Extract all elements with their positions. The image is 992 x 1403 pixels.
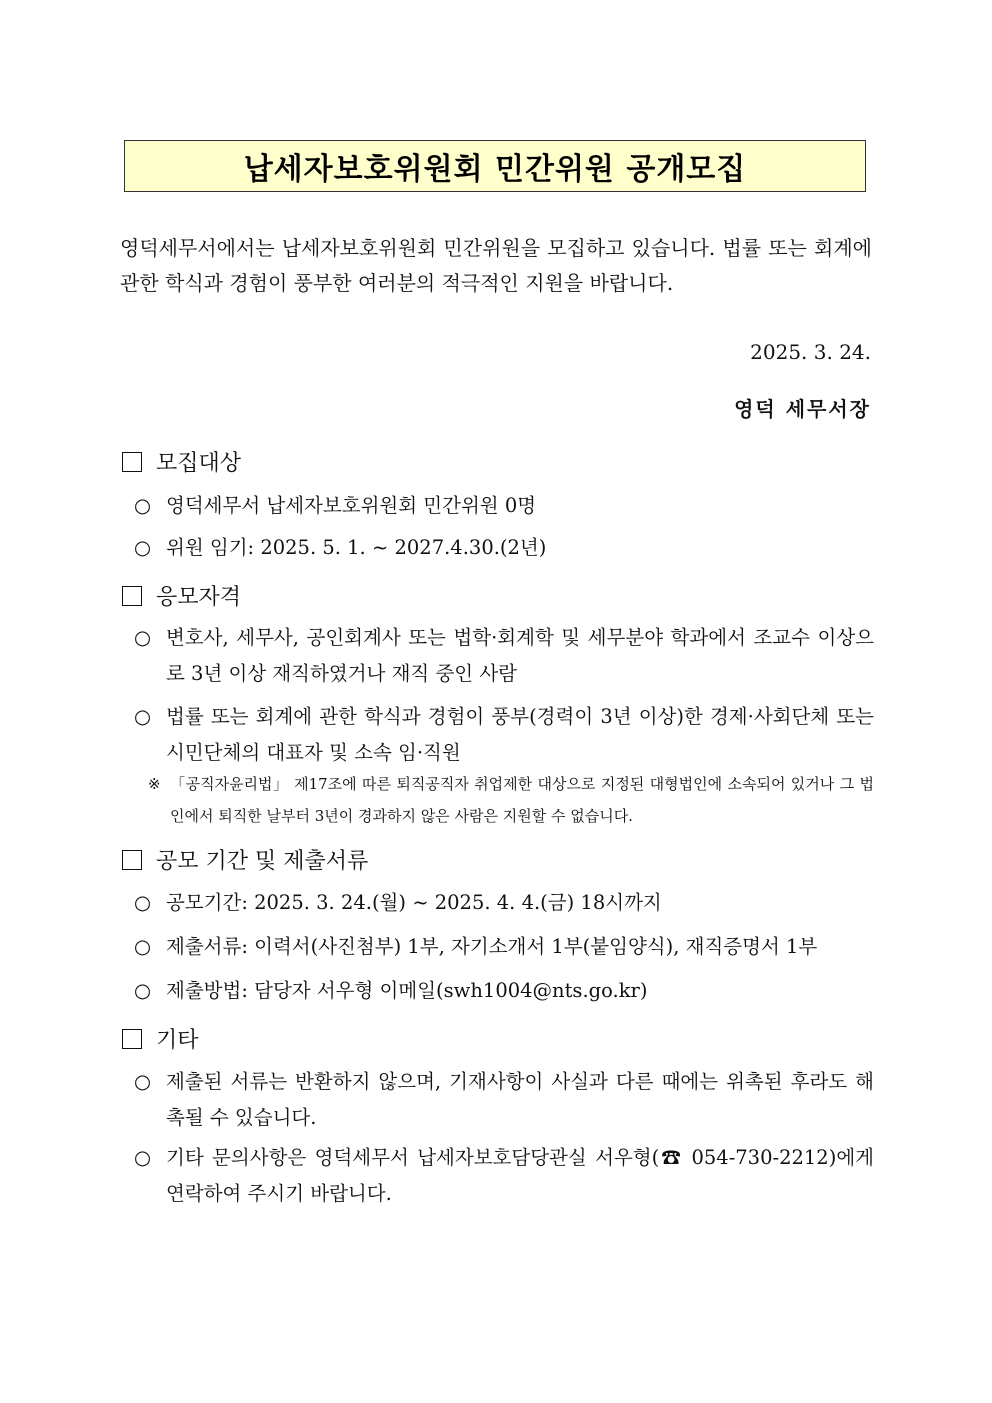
list-item-text: 제출방법: 담당자 서우형 이메일(swh1004@nts.go.kr): [166, 979, 648, 1002]
list-item: [134, 488, 874, 524]
circle-bullet-icon: ○: [134, 1070, 152, 1093]
reference-mark-icon: ※: [148, 775, 161, 793]
list-item: [134, 530, 874, 566]
list-item-text: 위원 임기: 2025. 5. 1. ~ 2027.4.30.(2년): [166, 536, 547, 559]
list-item: [134, 620, 874, 692]
section-title: 모집대상: [156, 451, 242, 476]
list-item: [134, 929, 874, 965]
note-text: 「공직자윤리법」 제17조에 따른 퇴직공직자 취업제한 대상으로 지정된 대형법인에 소속되어 있거나 그 법인에서 퇴직한 날부터 3년이 경과하지 않은 사람은 지원할 수 없습니다.: [170, 775, 874, 825]
list-item-text: 기타 문의사항은 영덕세무서 납세자보호담당관실 서우형(☎ 054-730-2212)에게 연락하여 주시기 바랍니다.: [166, 1146, 874, 1205]
intro-paragraph: 영덕세무서에서는 납세자보호위원회 민간위원을 모집하고 있습니다. 법률 또는 회계에 관한 학식과 경험이 풍부한 여러분의 적극적인 지원을 바랍니다.: [120, 236, 872, 295]
section-heading-qualifications: [122, 580, 241, 611]
eligibility-note: [148, 768, 874, 832]
section-heading-period-documents: [122, 844, 368, 875]
issuing-office: 영덕 세무서장: [734, 397, 871, 421]
circle-bullet-icon: ○: [134, 626, 152, 649]
list-item-text: 변호사, 세무사, 공인회계사 또는 법학·회계학 및 세무분야 학과에서 조교수 이상으로 3년 이상 재직하였거나 재직 중인 사람: [166, 626, 874, 685]
circle-bullet-icon: ○: [134, 1146, 152, 1169]
section-title: 공모 기간 및 제출서류: [156, 849, 369, 874]
notice-date: 2025. 3. 24.: [750, 340, 871, 364]
empty-square-icon: [122, 1029, 142, 1049]
title-banner: [124, 140, 866, 192]
circle-bullet-icon: ○: [134, 891, 152, 914]
list-item: [134, 1064, 874, 1136]
list-item-text: 제출된 서류는 반환하지 않으며, 기재사항이 사실과 다른 때에는 위촉된 후라도 해촉될 수 있습니다.: [166, 1070, 874, 1129]
empty-square-icon: [122, 452, 142, 472]
list-item-text: 영덕세무서 납세자보호위원회 민간위원 0명: [166, 494, 537, 517]
empty-square-icon: [122, 850, 142, 870]
list-item: [134, 973, 874, 1009]
empty-square-icon: [122, 586, 142, 606]
list-item-text: 공모기간: 2025. 3. 24.(월) ~ 2025. 4. 4.(금) 18시까지: [166, 891, 662, 914]
circle-bullet-icon: ○: [134, 494, 152, 517]
section-title: 기타: [156, 1028, 199, 1053]
circle-bullet-icon: ○: [134, 536, 152, 559]
circle-bullet-icon: ○: [134, 935, 152, 958]
page-title: 납세자보호위원회 민간위원 공개모집: [243, 152, 747, 187]
section-heading-other: [122, 1023, 199, 1054]
list-item-text: 법률 또는 회계에 관한 학식과 경험이 풍부(경력이 3년 이상)한 경제·사회단체 또는 시민단체의 대표자 및 소속 임·직원: [166, 705, 874, 764]
section-heading-recruitment-target: [122, 446, 241, 477]
circle-bullet-icon: ○: [134, 979, 152, 1002]
circle-bullet-icon: ○: [134, 705, 152, 728]
list-item: [134, 699, 874, 771]
list-item-text: 제출서류: 이력서(사진첨부) 1부, 자기소개서 1부(붙임양식), 재직증명서 1부: [166, 935, 818, 958]
list-item: [134, 885, 874, 921]
section-title: 응모자격: [156, 585, 242, 610]
list-item: [134, 1140, 874, 1212]
